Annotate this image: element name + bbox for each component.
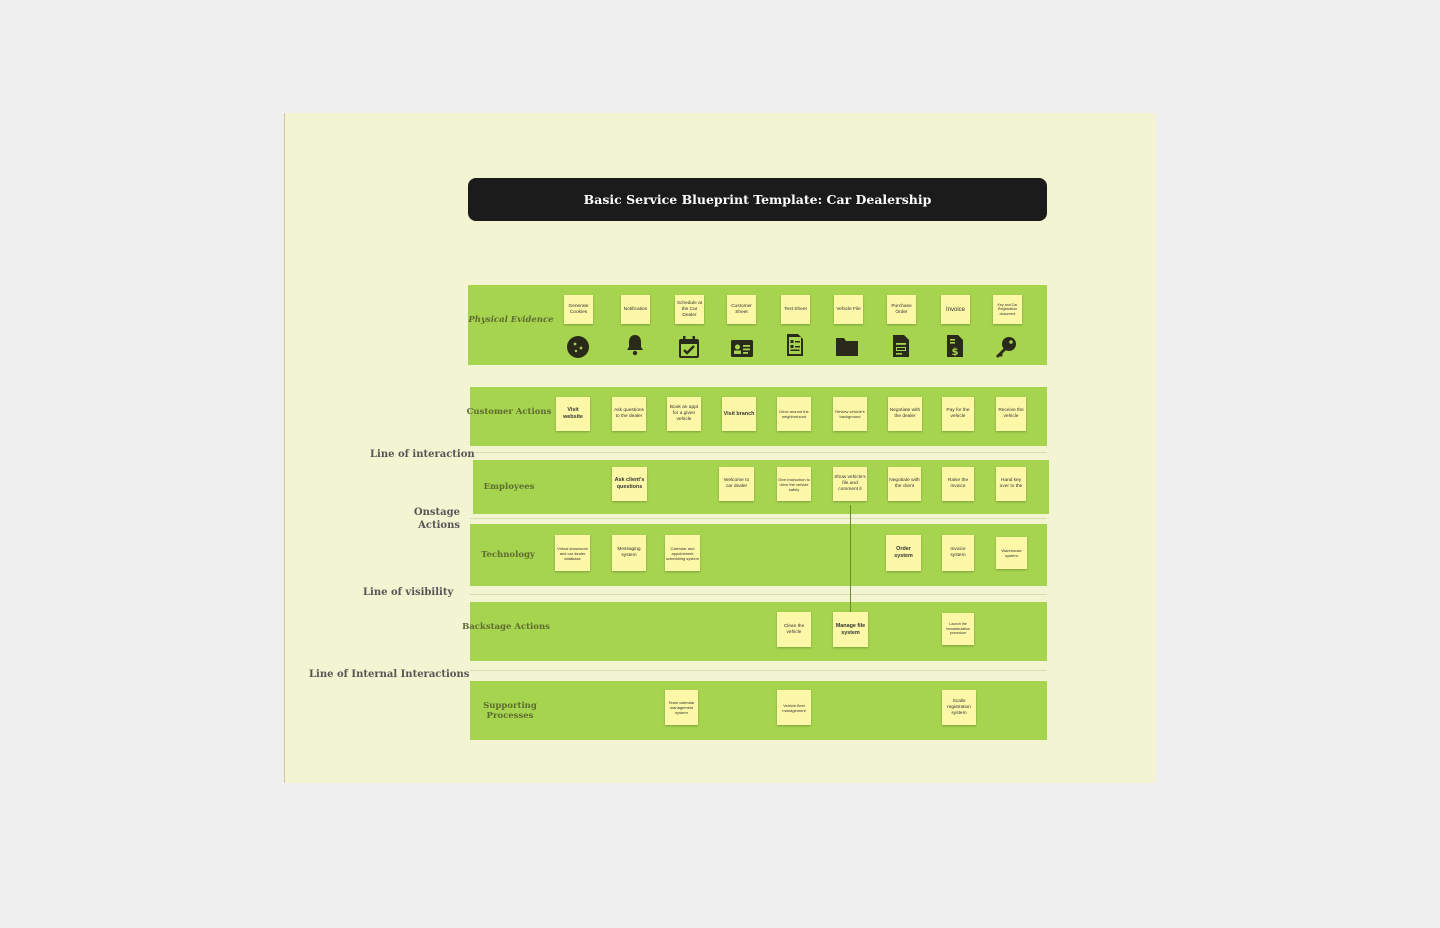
backstage-note[interactable]: Launch the immatriculation procedure [942, 613, 974, 645]
backstage-note[interactable]: Clean the vehicle [777, 612, 811, 647]
physical-note[interactable]: Invoice [941, 295, 970, 324]
blueprint-title[interactable] [468, 178, 1047, 221]
supporting-note[interactable]: Vehicle fleet management [777, 690, 811, 725]
employee-note[interactable]: Welcome to car dealer [719, 467, 754, 501]
employee-note[interactable]: Give instruction to drive the vehicle safely [777, 467, 811, 501]
supporting-note[interactable]: Team calendar management system [665, 690, 698, 725]
supporting-note[interactable]: Scalis registration system [942, 690, 976, 725]
lane-label-customer: Customer Actions [466, 407, 552, 417]
physical-note[interactable]: Notification [621, 295, 650, 324]
customer-note[interactable]: Negotiate with the dealer [888, 397, 922, 431]
lane-label-backstage: Backstage Actions [462, 622, 550, 632]
technology-note[interactable]: Calendar and appointment scheduling system [665, 535, 700, 571]
id-card-icon [729, 335, 755, 361]
line-of-visibility-label: Line of visibility [363, 587, 454, 598]
customer-note[interactable]: Review vehicle's background [833, 397, 867, 431]
customer-note[interactable]: Receive the vehicle [996, 397, 1026, 431]
physical-note[interactable]: Vehicle File [834, 295, 863, 324]
employee-note[interactable]: Show vehicle's file and comment it [833, 467, 867, 501]
lane-label-employees: Employees [483, 482, 535, 492]
customer-note[interactable]: Book an appt for a given vehicle [667, 397, 701, 431]
bell-icon [622, 332, 648, 358]
cookie-icon [565, 334, 591, 360]
line-of-interaction-label: Line of interaction [370, 449, 475, 460]
divider-onstage [470, 518, 1047, 519]
physical-note[interactable]: Customer Sheet [727, 295, 756, 324]
customer-note[interactable]: Pay for the vehicle [942, 397, 974, 431]
document-icon [888, 333, 914, 359]
calendar-check-icon [676, 334, 702, 360]
title-text: Basic Service Blueprint Template: Car Dealership [583, 192, 932, 207]
employee-note[interactable]: Negotiate with the client [888, 467, 921, 501]
key-icon [993, 334, 1019, 360]
physical-note[interactable]: Schedule at the Car Dealer [675, 295, 704, 324]
customer-note[interactable]: Visit website [556, 397, 590, 431]
divider-internal [470, 670, 1047, 671]
onstage-actions-label: Onstage Actions [413, 507, 460, 531]
physical-note[interactable]: Purchase Order [887, 295, 916, 324]
divider-interaction [470, 452, 1047, 453]
backstage-note[interactable]: Manage file system [833, 612, 868, 647]
connector-line [850, 505, 851, 612]
line-of-internal-interactions-label: Line of Internal Interactions [309, 669, 470, 680]
employee-note[interactable]: Ask client's questions [612, 467, 647, 501]
customer-note[interactable]: Drive around the neighborhood [777, 397, 811, 431]
divider-visibility [470, 594, 1047, 595]
folder-icon [834, 333, 860, 359]
svg-text:$: $ [951, 347, 959, 358]
lane-label-physical: Physical Evidence [468, 315, 554, 325]
physical-note[interactable]: Generate Cookies [564, 295, 593, 324]
lane-label-supporting: Supporting Processes [483, 701, 537, 721]
employee-note[interactable]: Raise the invoice [942, 467, 974, 501]
technology-note[interactable]: Messaging system [612, 535, 646, 571]
physical-note[interactable]: Key and Car Registration document [993, 295, 1022, 324]
employee-note[interactable]: Hand key over to the [996, 467, 1026, 501]
technology-note[interactable]: Order system [886, 535, 921, 571]
physical-note[interactable]: Test Sheet [781, 295, 810, 324]
invoice-dollar-icon [942, 333, 968, 359]
lane-label-technology: Technology [481, 550, 535, 560]
technology-note[interactable]: Invoice system [942, 535, 974, 571]
customer-note[interactable]: Ask questions to the dealer [612, 397, 646, 431]
checklist-icon [782, 332, 808, 358]
customer-note[interactable]: Visit branch [722, 397, 756, 431]
technology-note[interactable]: Warehouse system [996, 537, 1027, 569]
technology-note[interactable]: Virtual showroom and car dealer database [555, 535, 590, 571]
